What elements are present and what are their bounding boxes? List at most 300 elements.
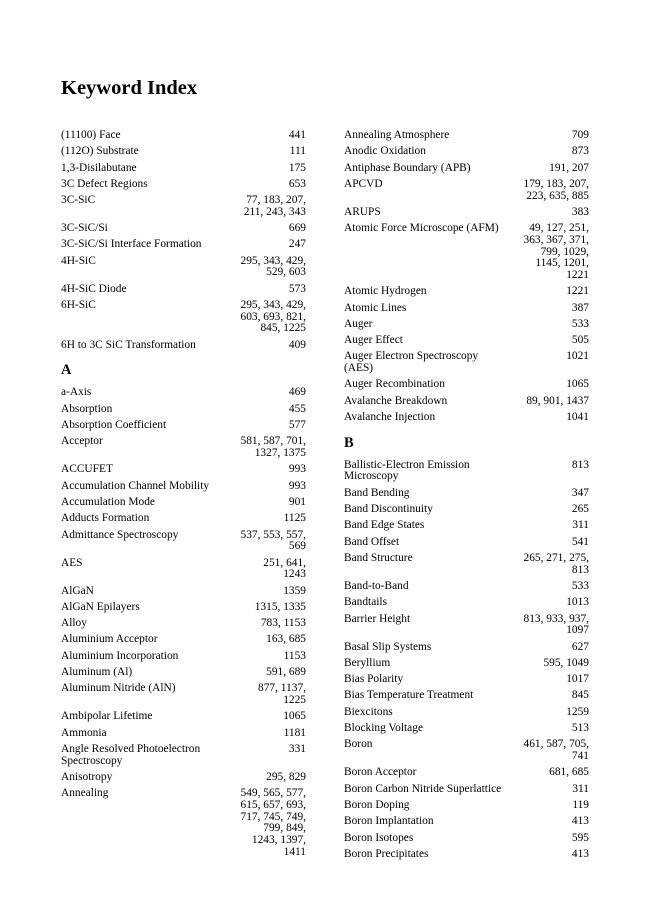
page-numbers-line: 363, 367, 371, <box>523 233 589 246</box>
page-numbers-line: 331 <box>288 742 306 755</box>
page-numbers-line: 845 <box>571 689 589 702</box>
index-entry <box>344 537 589 549</box>
page-numbers-line: 383 <box>571 205 589 218</box>
index-entry <box>61 634 306 646</box>
page-numbers-line: 441 <box>288 129 306 141</box>
page-numbers-line: 223, 635, 885 <box>526 189 589 202</box>
index-entry <box>61 436 306 459</box>
page-numbers-line: 877, 1137, <box>258 682 306 695</box>
page-numbers-line: 119 <box>572 798 589 811</box>
index-entry <box>61 728 306 740</box>
index-entry <box>344 223 589 282</box>
index-pages <box>518 739 590 762</box>
index-entry <box>344 146 589 158</box>
index-term: Ammonia <box>61 726 107 739</box>
index-term: Adducts Formation <box>61 512 150 525</box>
index-pages <box>283 481 306 493</box>
index-term: Aluminum (Al) <box>61 666 133 679</box>
index-entry <box>344 488 589 500</box>
index-pages <box>277 586 306 598</box>
index-term: Boron Isotopes <box>344 831 414 844</box>
index-entry <box>344 504 589 516</box>
page-numbers-line: 1153 <box>283 649 306 662</box>
page-numbers-line: 295, 343, 429, <box>240 299 306 312</box>
page-numbers-line: 191, 207 <box>549 161 589 174</box>
index-term: Bias Temperature Treatment <box>344 689 474 702</box>
index-entry <box>344 396 589 408</box>
index-term: AlGaN <box>61 584 94 597</box>
page-numbers-line: 1259 <box>566 705 589 718</box>
index-term: Auger Electron Spectroscopy (AES) <box>344 350 479 375</box>
index-term: Absorption <box>61 402 113 415</box>
index-term: Auger Effect <box>344 334 403 347</box>
index-entry <box>61 284 306 296</box>
page-numbers-line: 1327, 1375 <box>254 447 306 460</box>
index-pages <box>283 284 306 296</box>
section-heading: B <box>344 434 354 451</box>
index-entry <box>344 379 589 391</box>
index-term: Anisotropy <box>61 770 113 783</box>
index-entry <box>344 553 589 576</box>
index-pages <box>283 404 306 416</box>
page-numbers-line: 1315, 1335 <box>254 600 306 613</box>
page-numbers-line: 615, 657, 693, <box>240 798 306 811</box>
index-entry <box>344 707 589 719</box>
index-term: Auger <box>344 317 373 330</box>
index-term: AES <box>61 556 83 569</box>
page-numbers-line: 549, 565, 577, <box>240 787 306 800</box>
page-numbers-line: 265 <box>571 503 589 516</box>
index-term: ARUPS <box>344 205 381 218</box>
page-title: Keyword Index <box>61 77 198 99</box>
index-term: AlGaN Epilayers <box>61 600 140 613</box>
index-pages <box>566 504 589 516</box>
index-entry <box>344 581 589 593</box>
index-entry <box>344 207 589 219</box>
page-numbers-line: 387 <box>571 301 589 314</box>
index-entry <box>61 651 306 663</box>
index-entry <box>344 816 589 828</box>
index-entry <box>61 618 306 630</box>
page-numbers-line: 1065 <box>566 378 589 391</box>
index-pages <box>518 223 590 282</box>
index-term: Annealing <box>61 787 109 800</box>
page-numbers-line: 717, 745, 749, <box>240 810 306 823</box>
index-pages <box>283 420 306 432</box>
index-term: Ballistic-Electron Emission Microscopy <box>344 458 470 483</box>
index-pages <box>566 460 589 472</box>
index-entry <box>61 558 306 581</box>
page-numbers-line: 533 <box>571 317 589 330</box>
index-entry <box>344 658 589 670</box>
index-term: Boron Acceptor <box>344 766 417 779</box>
index-term: 3C-SiC <box>61 194 96 207</box>
page-numbers-line: 813 <box>571 563 589 576</box>
index-entry <box>344 833 589 845</box>
index-pages <box>566 146 589 158</box>
page-numbers-line: 845, 1225 <box>260 322 306 335</box>
index-pages <box>277 711 306 723</box>
index-entry <box>61 481 306 493</box>
index-entry <box>344 642 589 654</box>
index-pages <box>252 683 306 706</box>
index-entry <box>344 412 589 424</box>
page-numbers-line: 1013 <box>566 596 589 609</box>
page-numbers-line: 537, 553, 557, <box>240 528 306 541</box>
page-numbers-line: 993 <box>288 463 306 476</box>
page-numbers-line: 813 <box>571 458 589 471</box>
index-pages <box>283 340 306 352</box>
index-entry <box>61 195 306 218</box>
index-pages <box>566 520 589 532</box>
index-entry <box>61 772 306 784</box>
index-pages <box>235 530 307 553</box>
index-entry <box>61 223 306 235</box>
index-term: Acceptor <box>61 435 103 448</box>
index-term: Bandtails <box>344 596 388 609</box>
index-entry <box>61 464 306 476</box>
index-entry <box>344 335 589 347</box>
index-term: 3C-SiC/Si <box>61 222 108 235</box>
index-pages <box>249 602 306 614</box>
index-term: Basal Slip Systems <box>344 640 432 653</box>
page-numbers-line: 413 <box>571 847 589 860</box>
page-numbers-line: 529, 603 <box>266 266 306 279</box>
index-entry <box>61 387 306 399</box>
index-term: a-Axis <box>61 386 92 399</box>
index-pages <box>566 849 589 861</box>
index-term: Boron Precipitates <box>344 847 429 860</box>
index-entry <box>344 767 589 779</box>
page-numbers-line: 311 <box>572 782 589 795</box>
index-term: Band Bending <box>344 486 410 499</box>
index-column-right <box>344 130 589 865</box>
index-term: Band Edge States <box>344 519 425 532</box>
page-numbers-line: 741 <box>571 750 589 763</box>
page-numbers-line: 799, 1029, <box>540 245 589 258</box>
index-entry <box>344 179 589 202</box>
index-pages <box>235 788 307 858</box>
page-numbers-line: 409 <box>288 338 306 351</box>
page-numbers-line: 799, 849, <box>263 822 306 835</box>
index-pages <box>566 800 589 812</box>
index-entry <box>61 239 306 251</box>
page-numbers-line: 1221 <box>566 285 589 298</box>
index-entry <box>61 163 306 175</box>
index-pages <box>260 772 306 784</box>
index-pages <box>566 816 589 828</box>
page-numbers-line: 1411 <box>283 845 306 858</box>
page-numbers-line: 247 <box>288 238 306 251</box>
index-pages <box>566 130 589 142</box>
index-entry <box>344 163 589 175</box>
page-numbers-line: 295, 343, 429, <box>240 254 306 267</box>
page-numbers-line: 1017 <box>566 673 589 686</box>
index-term: 1,3-Disilabutane <box>61 161 137 174</box>
index-term: Anodic Oxidation <box>344 145 426 158</box>
page-numbers-line: 413 <box>571 815 589 828</box>
page-numbers-line: 627 <box>571 640 589 653</box>
index-pages <box>566 723 589 735</box>
index-pages <box>566 319 589 331</box>
page-numbers-line: 461, 587, 705, <box>523 738 589 751</box>
page-numbers-line: 77, 183, 207, <box>246 194 306 207</box>
page-numbers-line: 163, 685 <box>266 633 306 646</box>
page-numbers-line: 347 <box>571 486 589 499</box>
index-entry <box>344 849 589 861</box>
index-pages <box>566 207 589 219</box>
page-numbers-line: 89, 901, 1437 <box>526 394 589 407</box>
index-term: Alloy <box>61 617 87 630</box>
page-numbers-line: 577 <box>288 419 306 432</box>
page-numbers-line: 1243, 1397, <box>251 834 306 847</box>
index-entry <box>344 460 589 483</box>
index-entry <box>344 800 589 812</box>
page-numbers-line: 573 <box>288 282 306 295</box>
page-numbers-line: 1041 <box>566 411 589 424</box>
index-pages <box>518 553 590 576</box>
page-numbers-line: 541 <box>571 535 589 548</box>
index-term: (112O) Substrate <box>61 145 139 158</box>
index-entry <box>61 744 306 767</box>
page-numbers-line: 1221 <box>566 269 589 281</box>
page-numbers-line: 295, 829 <box>266 770 306 783</box>
page-numbers-line: 873 <box>571 145 589 158</box>
index-term: 6H to 3C SiC Transformation <box>61 338 196 351</box>
index-entry <box>344 130 589 142</box>
index-term: Annealing Atmosphere <box>344 129 450 141</box>
index-pages <box>560 707 589 719</box>
index-pages <box>255 618 306 630</box>
index-entry <box>61 683 306 706</box>
index-entry <box>344 286 589 298</box>
index-term: Biexcitons <box>344 705 393 718</box>
index-entry <box>61 513 306 525</box>
index-entry <box>61 300 306 335</box>
index-pages <box>520 396 589 408</box>
page-numbers-line: 311 <box>572 519 589 532</box>
page-numbers-line: 591, 689 <box>266 666 306 679</box>
index-term: Blocking Voltage <box>344 722 423 735</box>
index-term: (11100) Face <box>61 129 121 141</box>
page-numbers-line: 669 <box>288 222 306 235</box>
index-pages <box>560 412 589 424</box>
index-term: Band Discontinuity <box>344 503 433 516</box>
index-term: ACCUFET <box>61 463 113 476</box>
page-numbers-line: 1145, 1201, <box>535 257 589 270</box>
page-numbers-line: 1021 <box>566 350 589 363</box>
index-pages <box>283 744 306 756</box>
page-numbers-line: 709 <box>571 129 589 141</box>
index-pages <box>283 223 306 235</box>
index-term: Band-to-Band <box>344 579 409 592</box>
index-pages <box>283 497 306 509</box>
index-pages <box>560 351 589 363</box>
page-numbers-line: 111 <box>289 145 306 158</box>
index-pages <box>235 300 307 335</box>
index-term: Band Structure <box>344 551 413 564</box>
index-entry <box>61 256 306 279</box>
index-entry <box>61 711 306 723</box>
index-entry <box>344 303 589 315</box>
index-pages <box>560 597 589 609</box>
index-pages <box>518 179 590 202</box>
page-numbers-line: 49, 127, 251, <box>529 222 589 235</box>
index-entry <box>61 130 306 142</box>
index-pages <box>278 728 306 740</box>
index-pages <box>560 379 589 391</box>
index-term: Accumulation Mode <box>61 495 155 508</box>
index-pages <box>566 690 589 702</box>
index-entry <box>61 179 306 191</box>
index-entry <box>344 520 589 532</box>
page-numbers-line: 901 <box>288 495 306 508</box>
page-numbers-line: 533 <box>571 579 589 592</box>
index-term: Beryllium <box>344 656 391 669</box>
index-entry <box>344 597 589 609</box>
page-numbers-line: 783, 1153 <box>260 617 306 630</box>
page-numbers-line: 581, 587, 701, <box>240 435 306 448</box>
page-numbers-line: 1359 <box>283 584 306 597</box>
index-entry <box>344 784 589 796</box>
index-pages <box>238 195 306 218</box>
index-pages <box>283 464 306 476</box>
page-numbers-line: 455 <box>288 402 306 415</box>
index-term: Barrier Height <box>344 612 411 625</box>
index-pages <box>283 130 306 142</box>
index-entry <box>344 319 589 331</box>
index-pages <box>283 163 306 175</box>
page-numbers-line: 813, 933, 937, <box>523 612 589 625</box>
index-term: Antiphase Boundary (APB) <box>344 161 471 174</box>
index-pages <box>566 833 589 845</box>
index-entry <box>61 497 306 509</box>
page-numbers-line: 595, 1049 <box>543 656 589 669</box>
page-numbers-line: 1181 <box>283 726 306 739</box>
index-pages <box>543 163 589 175</box>
index-pages <box>284 146 306 158</box>
index-column-left <box>61 130 306 863</box>
index-pages <box>260 634 306 646</box>
index-term: Aluminum Nitride (AlN) <box>61 682 176 695</box>
page-numbers-line: 1225 <box>283 694 306 707</box>
page-numbers-line: 513 <box>571 722 589 735</box>
index-term: 3C Defect Regions <box>61 177 148 190</box>
index-pages <box>566 642 589 654</box>
page-numbers-line: 569 <box>288 540 306 553</box>
index-term: Aluminium Acceptor <box>61 633 158 646</box>
index-pages <box>278 513 306 525</box>
index-entry <box>61 602 306 614</box>
index-pages <box>566 784 589 796</box>
index-entry <box>344 739 589 762</box>
index-pages <box>257 558 306 581</box>
index-term: APCVD <box>344 177 383 190</box>
index-pages <box>260 667 306 679</box>
index-entry <box>61 788 306 858</box>
page-numbers-line: 211, 243, 343 <box>243 205 306 218</box>
index-term: Accumulation Channel Mobility <box>61 479 210 492</box>
index-term: Avalanche Injection <box>344 411 436 424</box>
section-heading: A <box>61 362 72 379</box>
index-pages <box>566 537 589 549</box>
index-entry <box>61 404 306 416</box>
index-term: Absorption Coefficient <box>61 419 167 432</box>
page-numbers-line: 681, 685 <box>549 766 589 779</box>
index-entry <box>61 420 306 432</box>
index-term: Bias Polarity <box>344 673 404 686</box>
index-term: Auger Recombination <box>344 378 445 391</box>
page-numbers-line: 993 <box>288 479 306 492</box>
index-pages <box>235 436 307 459</box>
index-term: Angle Resolved Photoelectron Spectroscopy <box>61 742 201 767</box>
index-term: Admittance Spectroscopy <box>61 528 179 541</box>
index-term: Boron Implantation <box>344 815 434 828</box>
page-numbers-line: 179, 183, 207, <box>523 177 589 190</box>
index-pages <box>283 179 306 191</box>
index-entry <box>344 690 589 702</box>
index-term: 4H-SiC <box>61 254 96 267</box>
index-term: Boron <box>344 738 373 751</box>
index-pages <box>566 488 589 500</box>
index-entry <box>61 530 306 553</box>
page-numbers-line: 1065 <box>283 710 306 723</box>
index-pages <box>566 335 589 347</box>
index-pages <box>518 614 590 637</box>
index-pages <box>543 767 589 779</box>
index-entry <box>61 340 306 352</box>
page-numbers-line: 469 <box>288 386 306 399</box>
index-pages <box>283 239 306 251</box>
index-term: Boron Doping <box>344 798 410 811</box>
index-pages <box>537 658 589 670</box>
index-pages <box>560 674 589 686</box>
index-term: Ambipolar Lifetime <box>61 710 153 723</box>
index-pages <box>560 286 589 298</box>
index-term: Atomic Force Microscope (AFM) <box>344 222 499 235</box>
index-term: Avalanche Breakdown <box>344 394 448 407</box>
index-entry <box>344 351 589 374</box>
index-entry <box>344 674 589 686</box>
index-entry <box>344 723 589 735</box>
page-numbers-line: 505 <box>571 334 589 347</box>
page-numbers-line: 653 <box>288 177 306 190</box>
page-numbers-line: 1243 <box>283 568 306 581</box>
index-term: Aluminium Incorporation <box>61 649 179 662</box>
page-numbers-line: 1125 <box>283 512 306 525</box>
page-numbers-line: 603, 693, 821, <box>240 310 306 323</box>
index-term: 6H-SiC <box>61 299 96 312</box>
index-term: Atomic Lines <box>344 301 407 314</box>
index-pages <box>278 651 306 663</box>
page-numbers-line: 595 <box>571 831 589 844</box>
page-numbers-line: 175 <box>288 161 306 174</box>
index-pages <box>566 581 589 593</box>
index-entry <box>61 146 306 158</box>
index-pages <box>283 387 306 399</box>
page-numbers-line: 1097 <box>566 624 589 637</box>
index-entry <box>61 667 306 679</box>
index-term: 3C-SiC/Si Interface Formation <box>61 238 202 251</box>
page-numbers-line: 265, 271, 275, <box>523 551 589 564</box>
index-term: Band Offset <box>344 535 400 548</box>
index-term: Boron Carbon Nitride Superlattice <box>344 782 502 795</box>
index-pages <box>566 303 589 315</box>
index-term: 4H-SiC Diode <box>61 282 127 295</box>
index-term: Atomic Hydrogen <box>344 285 427 298</box>
index-pages <box>235 256 307 279</box>
index-entry <box>344 614 589 637</box>
